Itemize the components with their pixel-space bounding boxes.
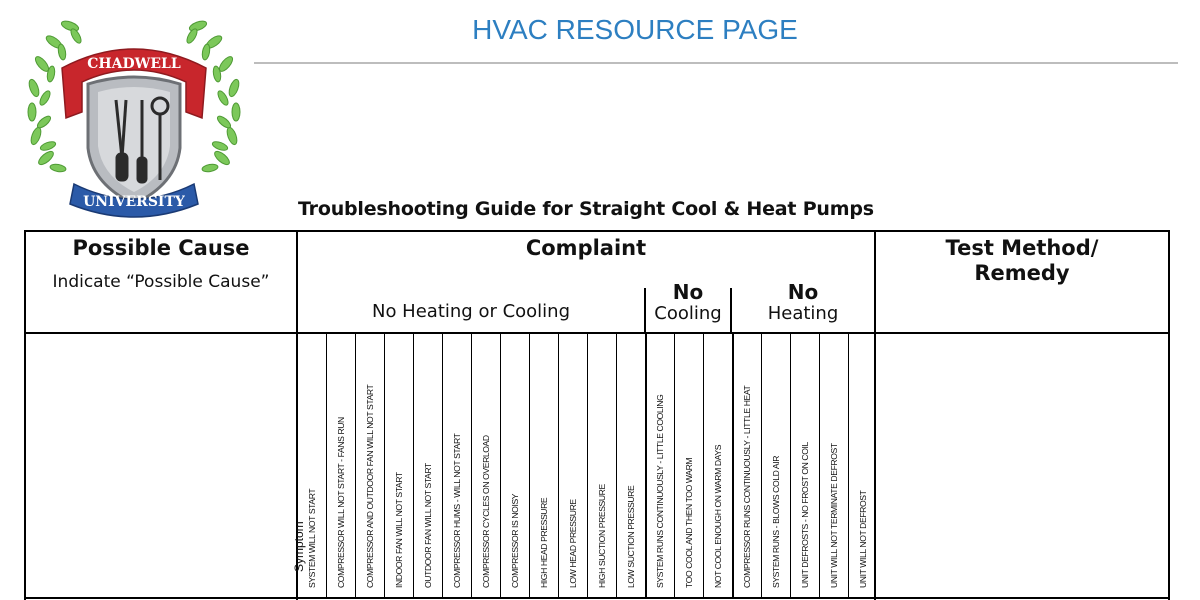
symptom-label-text: COMPRESSOR WILL NOT START - FANS RUN — [336, 417, 346, 588]
symptom-label-text: UNIT WILL NOT TERMINATE DEFROST — [829, 443, 839, 588]
symptom-column-divider — [645, 334, 647, 598]
symptom-column — [356, 334, 384, 598]
svg-text:CHADWELL: CHADWELL — [87, 56, 181, 72]
symptom-label-text: NOT COOL ENOUGH ON WARM DAYS — [713, 444, 723, 588]
symptom-column — [617, 334, 645, 598]
symptom-label-text: LOW SUCTION PRESSURE — [626, 485, 636, 588]
symptom-column — [762, 334, 790, 598]
possible-cause-note: Indicate “Possible Cause” — [52, 272, 270, 292]
symptom-column-divider — [326, 334, 327, 598]
symptom-column-divider — [848, 334, 849, 598]
group-no-heating — [732, 282, 874, 324]
symptom-column — [327, 334, 355, 598]
laurel-wreath-shield-icon — [18, 8, 250, 218]
symptom-column-divider — [819, 334, 820, 598]
no-cooling-line2: Cooling — [654, 303, 722, 324]
symptom-label-text: TOO COOL AND THEN TOO WARM — [684, 457, 694, 588]
symptom-column-divider — [413, 334, 414, 598]
symptom-column-divider — [674, 334, 675, 598]
symptom-column — [472, 334, 500, 598]
symptom-column — [559, 334, 587, 598]
symptom-column — [385, 334, 413, 598]
table-right-border — [1168, 230, 1170, 600]
test-method-line2: Remedy — [974, 261, 1070, 285]
symptom-label-text: COMPRESSOR HUMS - WILL NOT START — [452, 433, 462, 588]
symptom-column-divider — [384, 334, 385, 598]
test-method-header — [876, 236, 1168, 286]
table-top-border — [24, 230, 1170, 232]
symptom-label-text: INDOOR FAN WILL NOT START — [394, 472, 404, 588]
test-method-line1: Test Method/ — [945, 236, 1099, 260]
symptom-column — [791, 334, 819, 598]
symptom-column — [849, 334, 877, 598]
symptom-column-divider — [587, 334, 588, 598]
page-title: HVAC RESOURCE PAGE — [472, 14, 798, 45]
symptom-column-divider — [529, 334, 530, 598]
symptom-column — [501, 334, 529, 598]
symptom-column — [704, 334, 732, 598]
symptom-label-text: COMPRESSOR CYCLES ON OVERLOAD — [481, 435, 491, 588]
symptom-column — [298, 334, 326, 598]
title-divider — [254, 62, 1178, 64]
symptom-label-text: COMPRESSOR IS NOISY — [510, 493, 520, 588]
symptom-label-text: COMPRESSOR AND OUTDOOR FAN WILL NOT START — [365, 384, 375, 588]
symptom-column-divider — [732, 334, 734, 598]
no-heating-line2: Heating — [767, 303, 839, 324]
symptom-column-divider — [471, 334, 472, 598]
symptom-column-divider — [703, 334, 704, 598]
symptom-label-text: HIGH HEAD PRESSURE — [539, 497, 549, 588]
symptom-column — [414, 334, 442, 598]
no-heating-line1: No — [787, 280, 819, 304]
symptom-column-divider — [558, 334, 559, 598]
symptom-label-text: SYSTEM RUNS CONTINUOUSLY - LITTLE COOLING — [655, 394, 665, 588]
symptom-column — [675, 334, 703, 598]
symptom-label-text: UNIT WILL NOT DEFROST — [858, 490, 868, 588]
symptom-column — [588, 334, 616, 598]
symptom-label-text: COMPRESSOR RUNS CONTINUOUSLY - LITTLE HEAT — [742, 385, 752, 588]
symptom-column — [820, 334, 848, 598]
chadwell-university-logo — [18, 8, 250, 218]
symptom-column-divider — [761, 334, 762, 598]
group-no-heating-or-cooling-label: No Heating or Cooling — [371, 301, 571, 322]
symptom-column-divider — [616, 334, 617, 598]
no-cooling-line1: No — [672, 280, 704, 304]
symptom-label-text: SYSTEM RUNS - BLOWS COLD AIR — [771, 455, 781, 588]
symptom-label-text: OUTDOOR FAN WILL NOT START — [423, 463, 433, 588]
symptom-column-divider — [355, 334, 356, 598]
guide-title: Troubleshooting Guide for Straight Cool & Heat Pumps — [298, 198, 874, 220]
svg-text:UNIVERSITY: UNIVERSITY — [83, 194, 185, 210]
symptom-label-text: UNIT DEFROSTS - NO FROST ON COIL — [800, 442, 810, 588]
symptom-column-divider — [500, 334, 501, 598]
symptom-column — [443, 334, 471, 598]
possible-cause-header: Possible Cause — [72, 236, 250, 260]
symptom-label: Symptom — [292, 521, 306, 572]
symptom-label-text: SYSTEM WILL NOT START — [307, 488, 317, 588]
symptom-column-divider — [790, 334, 791, 598]
symptom-column — [646, 334, 674, 598]
symptom-column — [733, 334, 761, 598]
group-no-cooling — [646, 282, 730, 324]
symptom-column-divider — [442, 334, 443, 598]
symptom-label-text: LOW HEAD PRESSURE — [568, 499, 578, 588]
complaint-header: Complaint — [525, 236, 647, 260]
symptom-label-text: HIGH SUCTION PRESSURE — [597, 484, 607, 588]
symptom-column — [530, 334, 558, 598]
